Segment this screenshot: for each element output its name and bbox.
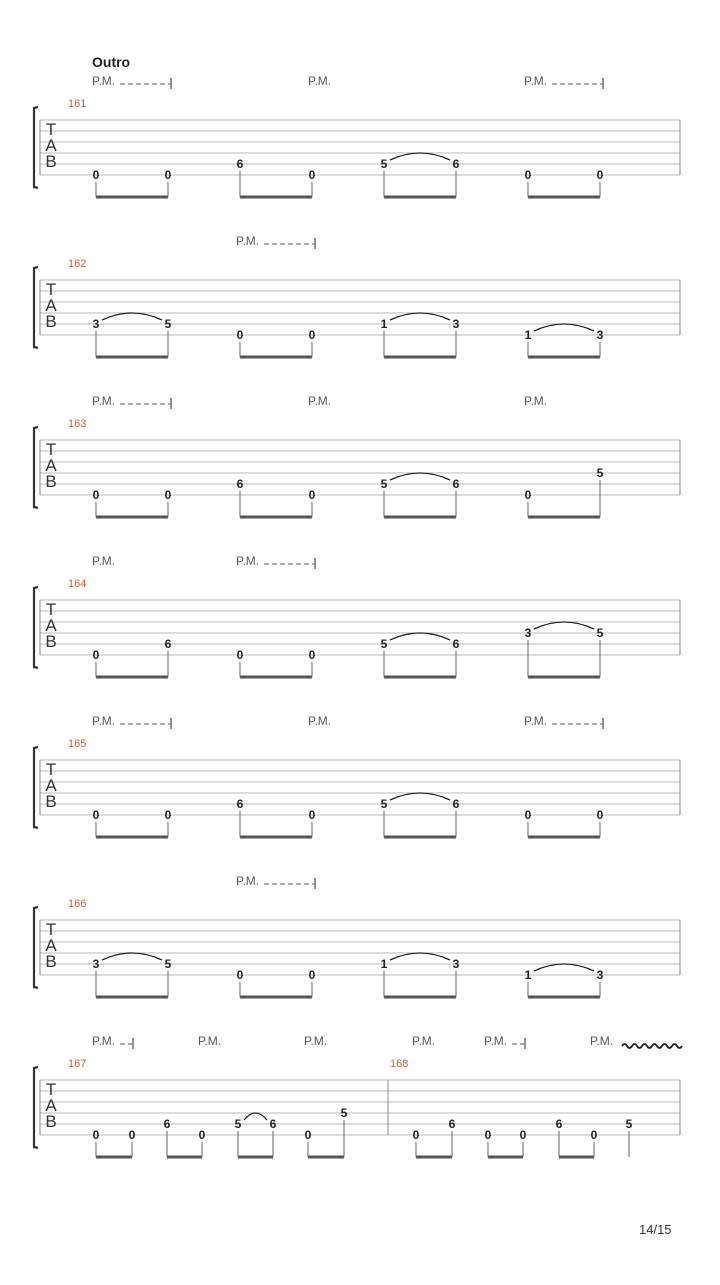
fret-number: 6 [164,637,172,651]
palm-mute-label: P.M. [198,1034,222,1048]
tab-clef-letter: T [45,760,57,779]
tab-system [34,74,680,197]
tab-clef-letter: T [45,1080,57,1099]
palm-mute-label: P.M. [412,1034,436,1048]
fret-number: 6 [452,477,460,491]
palm-mute-label: P.M. [524,74,548,88]
bar-number: 162 [68,258,87,270]
fret-number: 5 [164,957,172,971]
tab-system [34,1034,682,1157]
tab-clef-letter: T [45,440,57,459]
tie-arc [534,324,594,331]
tie-arc [390,473,450,480]
fret-number: 3 [596,328,604,342]
fret-number: 3 [92,957,100,971]
tab-clef-letter: A [45,936,57,955]
fret-number: 0 [596,808,604,822]
tie-arc [390,793,450,800]
tab-clef-letter: A [45,456,57,475]
tie-arc [390,633,450,640]
palm-mute-label: P.M. [92,554,116,568]
fret-number: 0 [596,168,604,182]
system-bracket [34,427,38,508]
fret-number: 0 [164,488,172,502]
fret-number: 0 [484,1128,492,1142]
fret-number: 5 [234,1117,242,1131]
palm-mute-label: P.M. [308,714,332,728]
tie-arc [390,153,450,160]
tab-clef-letter: T [45,280,57,299]
fret-number: 3 [596,968,604,982]
tab-clef-letter: B [45,312,57,331]
fret-number: 5 [164,317,172,331]
tab-clef-letter: A [45,1096,57,1115]
bar-number: 165 [68,738,87,750]
page-number: 14/15 [639,1222,672,1237]
fret-number: 0 [236,328,244,342]
tab-clef-letter: A [45,136,57,155]
vibrato-mark [622,1044,682,1048]
fret-number: 6 [452,637,460,651]
fret-number: 6 [448,1117,456,1131]
tab-clef-letter: B [45,952,57,971]
fret-number: 0 [164,808,172,822]
tab-system [34,234,680,357]
tie-arc [244,1113,267,1120]
fret-number: 0 [308,488,316,502]
fret-number: 5 [340,1106,348,1120]
fret-number: 3 [524,626,532,640]
palm-mute-label: P.M. [308,394,332,408]
palm-mute-label: P.M. [484,1034,508,1048]
bar-number: 168 [390,1058,409,1070]
tab-clef-letter: B [45,472,57,491]
tab-system [34,554,680,677]
tab-clef-letter: B [45,632,57,651]
system-bracket [34,107,38,188]
system-bracket [34,587,38,668]
palm-mute-label: P.M. [524,714,548,728]
tie-arc [534,622,594,629]
fret-number: 0 [412,1128,420,1142]
fret-number: 6 [236,477,244,491]
fret-number: 0 [524,488,532,502]
palm-mute-label: P.M. [524,394,548,408]
palm-mute-label: P.M. [92,1034,116,1048]
fret-number: 6 [236,797,244,811]
fret-number: 0 [308,168,316,182]
tab-system [34,714,680,837]
fret-number: 0 [236,648,244,662]
tab-clef-letter: B [45,152,57,171]
palm-mute-label: P.M. [92,394,116,408]
fret-number: 6 [452,797,460,811]
fret-number: 5 [625,1117,633,1131]
tab-clef-letter: A [45,776,57,795]
fret-number: 5 [380,637,388,651]
tab-clef-letter: A [45,616,57,635]
fret-number: 6 [555,1117,563,1131]
system-bracket [34,747,38,828]
fret-number: 0 [92,648,100,662]
fret-number: 0 [524,168,532,182]
fret-number: 5 [380,157,388,171]
tab-clef-letter: T [45,600,57,619]
fret-number: 1 [380,957,388,971]
fret-number: 3 [452,317,460,331]
fret-number: 6 [163,1117,171,1131]
fret-number: 3 [452,957,460,971]
section-title: Outro [92,54,131,70]
fret-number: 0 [308,808,316,822]
palm-mute-label: P.M. [236,234,260,248]
fret-number: 1 [524,328,532,342]
system-bracket [34,907,38,988]
bar-number: 167 [68,1058,87,1070]
palm-mute-label: P.M. [92,714,116,728]
tie-arc [102,953,162,960]
tab-clef-letter: T [45,920,57,939]
tie-arc [390,313,450,320]
fret-number: 0 [308,648,316,662]
system-bracket [34,267,38,348]
fret-number: 6 [236,157,244,171]
fret-number: 0 [308,968,316,982]
system-bracket [34,1067,38,1148]
fret-number: 0 [92,168,100,182]
fret-number: 0 [92,488,100,502]
tie-arc [390,953,450,960]
bar-number: 163 [68,418,87,430]
tab-clef-letter: T [45,120,57,139]
fret-number: 0 [590,1128,598,1142]
tab-clef-letter: B [45,1112,57,1131]
fret-number: 5 [596,626,604,640]
fret-number: 0 [519,1128,527,1142]
fret-number: 0 [198,1128,206,1142]
palm-mute-label: P.M. [304,1034,328,1048]
fret-number: 1 [524,968,532,982]
tie-arc [102,313,162,320]
fret-number: 0 [236,968,244,982]
fret-number: 5 [596,466,604,480]
palm-mute-label: P.M. [92,74,116,88]
fret-number: 5 [380,797,388,811]
fret-number: 6 [452,157,460,171]
tab-system [34,874,680,997]
fret-number: 0 [164,168,172,182]
fret-number: 5 [380,477,388,491]
fret-number: 3 [92,317,100,331]
tie-arc [534,964,594,971]
fret-number: 1 [380,317,388,331]
fret-number: 0 [524,808,532,822]
tab-system [34,394,680,517]
bar-number: 164 [68,578,87,590]
fret-number: 6 [269,1117,277,1131]
fret-number: 0 [128,1128,136,1142]
tab-clef-letter: A [45,296,57,315]
palm-mute-label: P.M. [590,1034,614,1048]
bar-number: 161 [68,98,87,110]
fret-number: 0 [92,808,100,822]
fret-number: 0 [308,328,316,342]
fret-number: 0 [304,1128,312,1142]
tab-clef-letter: B [45,792,57,811]
fret-number: 0 [92,1128,100,1142]
palm-mute-label: P.M. [236,554,260,568]
bar-number: 166 [68,898,87,910]
palm-mute-label: P.M. [308,74,332,88]
palm-mute-label: P.M. [236,874,260,888]
